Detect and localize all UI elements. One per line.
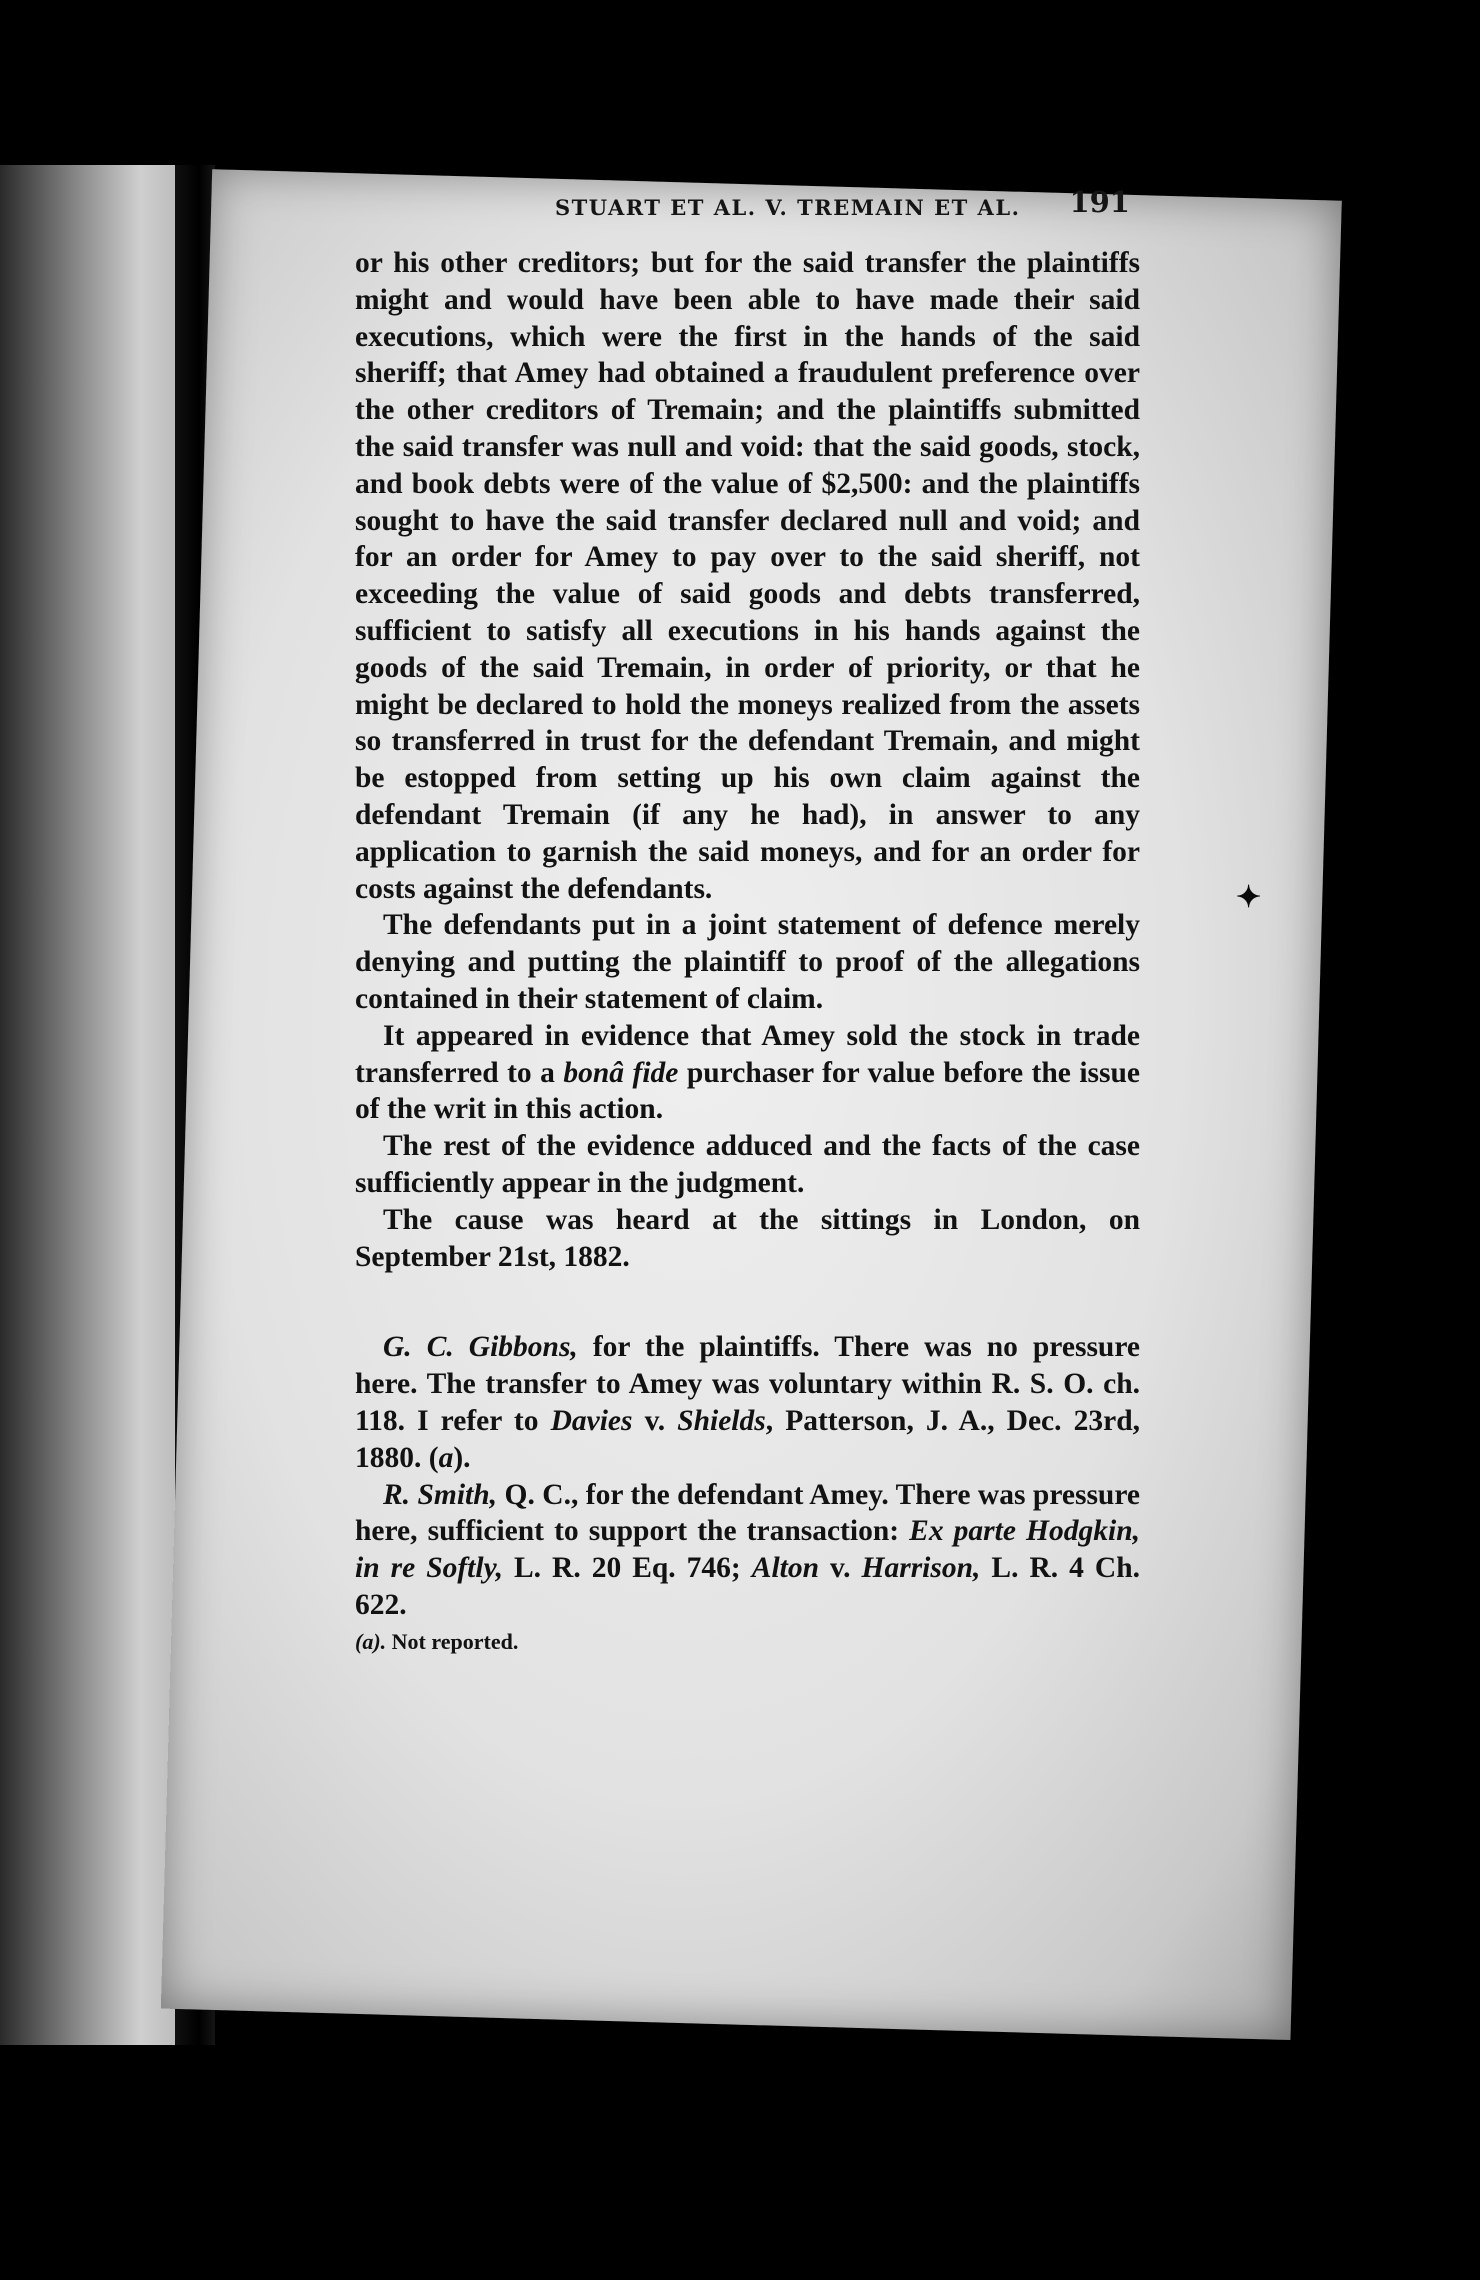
paragraph-3-text-b: purchaser for value before the issue of the writ in this action. (355, 1056, 1141, 1126)
case-name: Harrison, (861, 1552, 981, 1585)
case-name: Shields (677, 1404, 766, 1437)
footnote-text: Not reported. (386, 1628, 519, 1654)
counsel-name: G. C. Gibbons, (383, 1331, 578, 1364)
paragraph-6-text-a: for the plaintiffs. There was no pressure here. The transfer to Amey was voluntary within R. S. O. ch. 118. I refer to (355, 1331, 1140, 1437)
margin-mark: ✦ (1236, 881, 1262, 914)
case-name: Ex parte Hodgkin, in re Softly, (355, 1515, 1140, 1585)
counsel-name: R. Smith, (383, 1478, 498, 1511)
italic-phrase: bonâ fide (563, 1056, 679, 1089)
paragraph-6 (355, 1329, 1140, 1476)
paragraph-6-text-c: ). (453, 1441, 471, 1474)
paragraph-7-text-b: L. R. 20 Eq. 746; (502, 1552, 752, 1585)
case-name: Davies (550, 1404, 633, 1437)
paragraph-4: The rest of the evidence adduced and the facts of the case sufficiently appear in the judgment. (355, 1130, 1140, 1199)
paragraph-7-text-a: Q. C., for the defendant Amey. There was pressure here, sufficient to support the transaction: (355, 1478, 1140, 1548)
paragraph-5: The cause was heard at the sittings in London, on September 21st, 1882. (355, 1203, 1140, 1273)
footnote (355, 1624, 1140, 1661)
body-text (355, 245, 1140, 1660)
facing-page-edge (0, 165, 175, 2045)
running-title: STUART ET AL. V. TREMAIN ET AL. (555, 195, 1021, 220)
paragraph-1: or his other creditors; but for the said transfer the plaintiffs might and would have been able to have made their said executions, which were the first in the hands of the said sheriff; that Amey had obtained a fraudulent preference over the other creditors of Tremain; and the plaintiffs submitted the said transfer was null and void: that the said goods, stock, and book debts were of the value of $2,500: and the plaintiffs sought to have the said transfer declared null and void; and for an order for Amey to pay over to the said sheriff, not exceeding the value of said goods and debts transferred, sufficient to satisfy all executions in his hands against the goods of the said Tremain, in order of priority, or that he might be declared to hold the moneys realized from the assets so transferred in trust for the defendant Tremain, and might be estopped from setting up his own claim against the defendant Tremain (if any he had), in answer to any application to garnish the said moneys, and for an order for costs against the defendants. (355, 247, 1140, 905)
case-name: Alton (751, 1552, 819, 1585)
versus: v. (632, 1404, 678, 1437)
section-gap (355, 1275, 1140, 1329)
paragraph-2: The defendants put in a joint statement of defence merely denying and putting the plaintiff to proof of the allegations contained in their statement of claim. (355, 909, 1140, 1015)
paragraph-7-text-c: L. R. 4 Ch. 622. (355, 1552, 1140, 1621)
footnote-marker: (a). (355, 1628, 387, 1654)
paragraph-3 (355, 1018, 1140, 1128)
footnote-ref: a (438, 1441, 454, 1474)
paragraph-6-text-b: , Patterson, J. A., Dec. 23rd, 1880. ( (355, 1404, 1141, 1474)
paragraph-7 (355, 1477, 1140, 1624)
versus: v. (819, 1552, 862, 1585)
page-number: 191 (1069, 185, 1130, 219)
paragraph-3-text-a: It appeared in evidence that Amey sold the stock in trade transferred to a (355, 1019, 1140, 1089)
